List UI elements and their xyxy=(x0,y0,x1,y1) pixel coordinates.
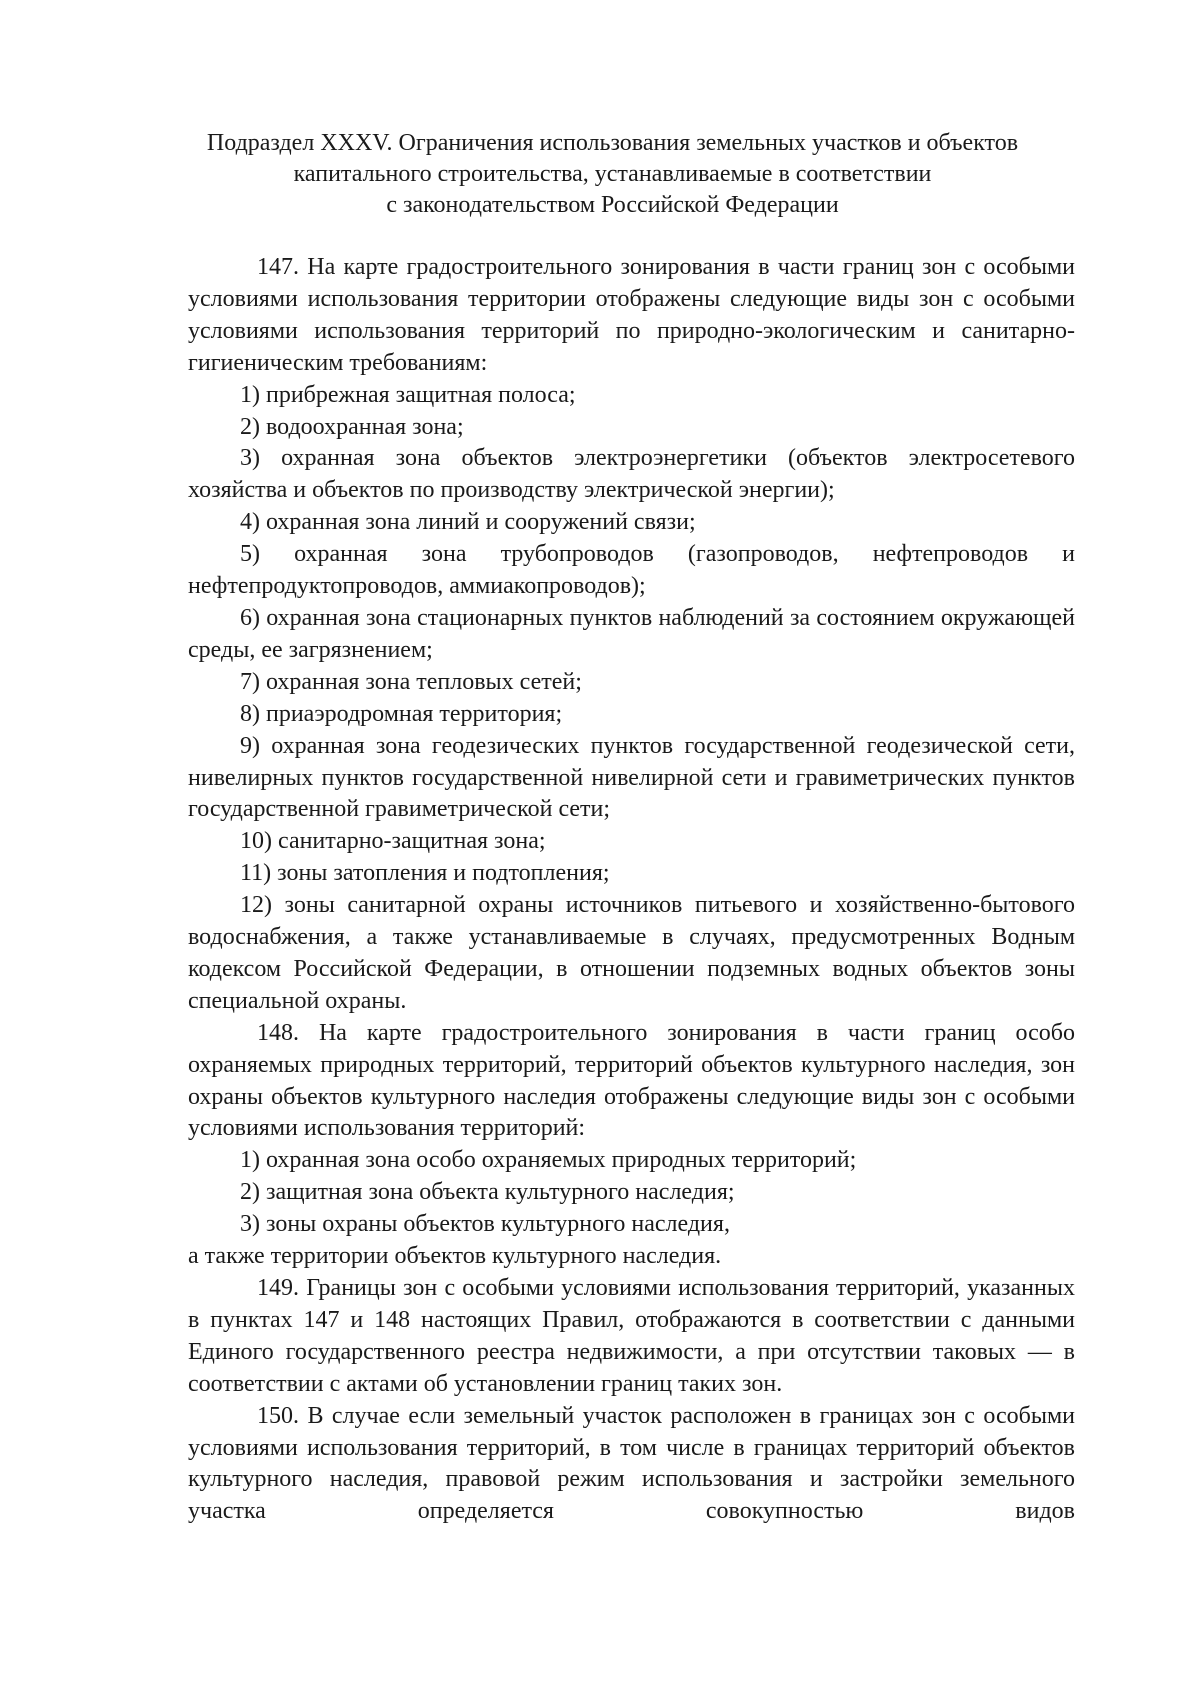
list-item: 2) водоохранная зона; xyxy=(240,413,464,440)
list-item: 6) охранная зона стационарных пунктов наблюдений за состоянием окружающей среды, ее загрязнением; xyxy=(188,604,1075,663)
list-item: 10) санитарно-защитная зона; xyxy=(240,828,546,855)
paragraph: 149. Границы зон с особыми условиями использования территорий, указанных в пунктах 147 и 148 настоящих Правил, отображаются в соответствии с данными Единого государственного реестра недвижимости, а при отсутствии таковых — в соответствии с актами об установлении границ таких зон. xyxy=(188,1275,1075,1397)
paragraph: 147. На карте градостроительного зонирования в части границ зон с особыми условиями использования территории отображены следующие виды зон с особыми условиями использования территорий по природно-экологическим и санитарно-гигиеническим требованиям: xyxy=(188,254,1075,376)
subsection-heading xyxy=(150,128,1075,221)
paragraph: 148. На карте градостроительного зонирования в части границ особо охраняемых природных территорий, территорий объектов культурного наследия, зон охраны объектов культурного наследия отображены следующие виды зон с особыми условиями использования территорий: xyxy=(188,1019,1075,1142)
list-item: 3) охранная зона объектов электроэнергетики (объектов электросетевого хозяйства и объектов по производству электрической энергии); xyxy=(188,445,1075,504)
list-item: 4) охранная зона линий и сооружений связи; xyxy=(240,509,696,536)
list-item: 12) зоны санитарной охраны источников питьевого и хозяйственно-бытового водоснабжения, а также устанавливаемые в случаях, предусмотренных Водным кодексом Российской Федерации, в отношении подземных водных объектов зоны специальной охраны. xyxy=(188,892,1075,1014)
list-item: 5) охранная зона трубопроводов (газопроводов, нефтепроводов и нефтепродуктопроводов, аммиакопроводов); xyxy=(188,541,1075,600)
heading-line-2: капитального строительства, устанавливаемые в соответствии xyxy=(293,161,932,187)
list-item: 1) прибрежная защитная полоса; xyxy=(240,381,576,408)
heading-line-3: с законодательством Российской Федерации xyxy=(386,192,839,218)
list-item: 7) охранная зона тепловых сетей; xyxy=(240,668,582,695)
list-item: 8) приаэродромная территория; xyxy=(240,700,563,727)
list-item: 9) охранная зона геодезических пунктов государственной геодезической сети, нивелирных пунктов государственной нивелирной сети и гравиметрических пунктов государственной гравиметрической сети; xyxy=(188,732,1075,823)
paragraph: 150. В случае если земельный участок расположен в границах зон с особыми условиями использования территорий, в том числе в границах территорий объектов культурного наследия, правовой режим использования и застройки земельного участка определяется совокупностью видов xyxy=(188,1402,1075,1525)
list-item: 2) защитная зона объекта культурного наследия; xyxy=(240,1179,735,1206)
document-body xyxy=(188,252,1075,1528)
list-item: 1) охранная зона особо охраняемых природных территорий; xyxy=(240,1147,857,1174)
paragraph: а также территории объектов культурного наследия. xyxy=(188,1243,722,1270)
list-item: 3) зоны охраны объектов культурного наследия, xyxy=(240,1211,730,1238)
heading-line-1: Подраздел XXXV. Ограничения использования земельных участков и объектов xyxy=(206,130,1019,156)
list-item: 11) зоны затопления и подтопления; xyxy=(240,860,610,887)
